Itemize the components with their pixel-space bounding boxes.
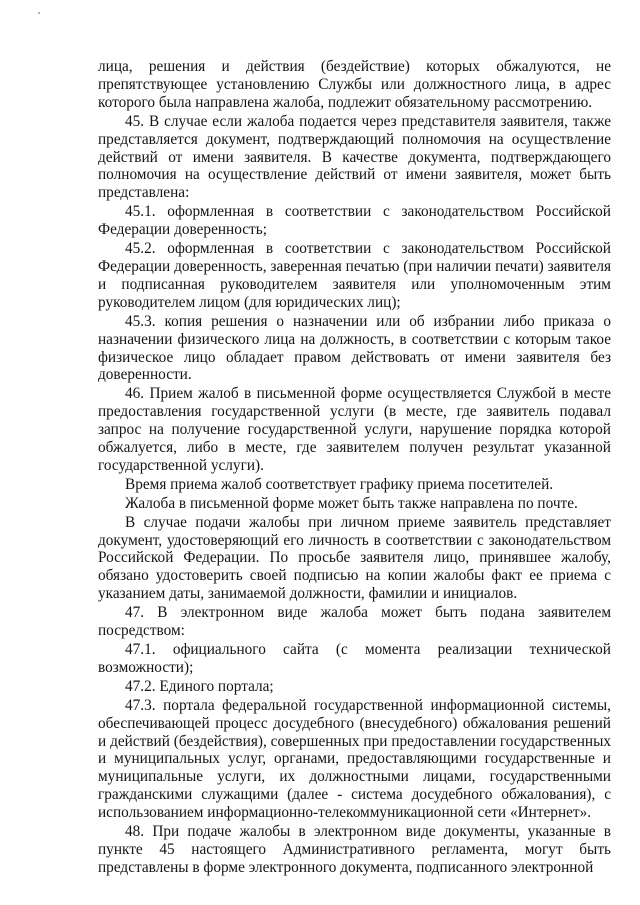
paragraph-46-time: Время приема жалоб соответствует графику приема посетителей. <box>125 475 554 493</box>
paragraph-45-1: 45.1. оформленная в соответствии с законодательством Российской Федерации доверенность; <box>98 203 611 239</box>
paragraph-47-1: 47.1. официального сайта (с момента реализации технической возможности); <box>98 641 611 676</box>
scan-speck <box>38 12 40 14</box>
paragraph-45: 45. В случае если жалоба подается через представителя заявителя, также представляется документ, подтверждающий полномочия на осуществление действий от имени заявителя. В качестве документа, подтверждающего полномочия на осуществление действий от имени заявителя, может быть представлена: <box>98 112 611 202</box>
paragraph-47-3: 47.3. портала федеральной государственной информационной системы, обеспечивающей процесс досудебного (внесудебного) обжалования решений и действий (бездействия), совершенных при предоставлении государственных и муниципальных услуг, органами, предоставляющими государственные и муниципальные услуги, их должностными лицами, государственными гражданскими служащими (далее - система досудебного обжалования), с использованием информационно-телекоммуникационной сети «Интернет». <box>98 696 611 822</box>
paragraph-46-personal: В случае подачи жалобы при личном приеме заявитель представляет документ, удостоверяющий его личность в соответствии с законодательством Российской Федерации. По просьбе заявителя лицо, принявшее жалобу, обязано удостоверить своей подписью на копии жалобы факт ее приема с указанием даты, занимаемой должности, фамилии и инициалов. <box>98 513 611 603</box>
document-page <box>98 58 611 877</box>
paragraph-48: 48. При подаче жалобы в электронном виде документы, указанные в пункте 45 настоящего Административного регламента, могут быть представлены в форме электронного документа, подписанного электронной <box>98 823 611 876</box>
paragraph-46: 46. Прием жалоб в письменной форме осуществляется Службой в месте предоставления государственной услуги (в месте, где заявитель подавал запрос на получение государственной услуги, нарушение порядка которой обжалуется, либо в месте, где заявителем получен результат указанной государственной услуги). <box>98 385 611 474</box>
paragraph-45-3: 45.3. копия решения о назначении или об избрании либо приказа о назначении физического лица на должность, в соответствии с которым такое физическое лицо обладает правом действовать от имени заявителя без доверенности. <box>98 312 611 384</box>
paragraph-47: 47. В электронном виде жалоба может быть подана заявителем посредством: <box>98 604 611 640</box>
paragraph-45-2: 45.2. оформленная в соответствии с законодательством Российской Федерации доверенность, заверенная печатью (при наличии печати) заявителя и подписанная руководителем заявителя или уполномоченным этим руководителем лицом (для юридических лиц); <box>98 240 611 311</box>
paragraph-47-2: 47.2. Единого портала; <box>125 677 274 695</box>
paragraph-46-mail: Жалоба в письменной форме может быть также направлена по почте. <box>125 494 578 512</box>
paragraph-continuation: лица, решения и действия (бездействие) которых обжалуются, не препятствующее установлению Службы или должностного лица, в адрес которого была направлена жалоба, подлежит обязательному рассмотрению. <box>98 58 611 111</box>
